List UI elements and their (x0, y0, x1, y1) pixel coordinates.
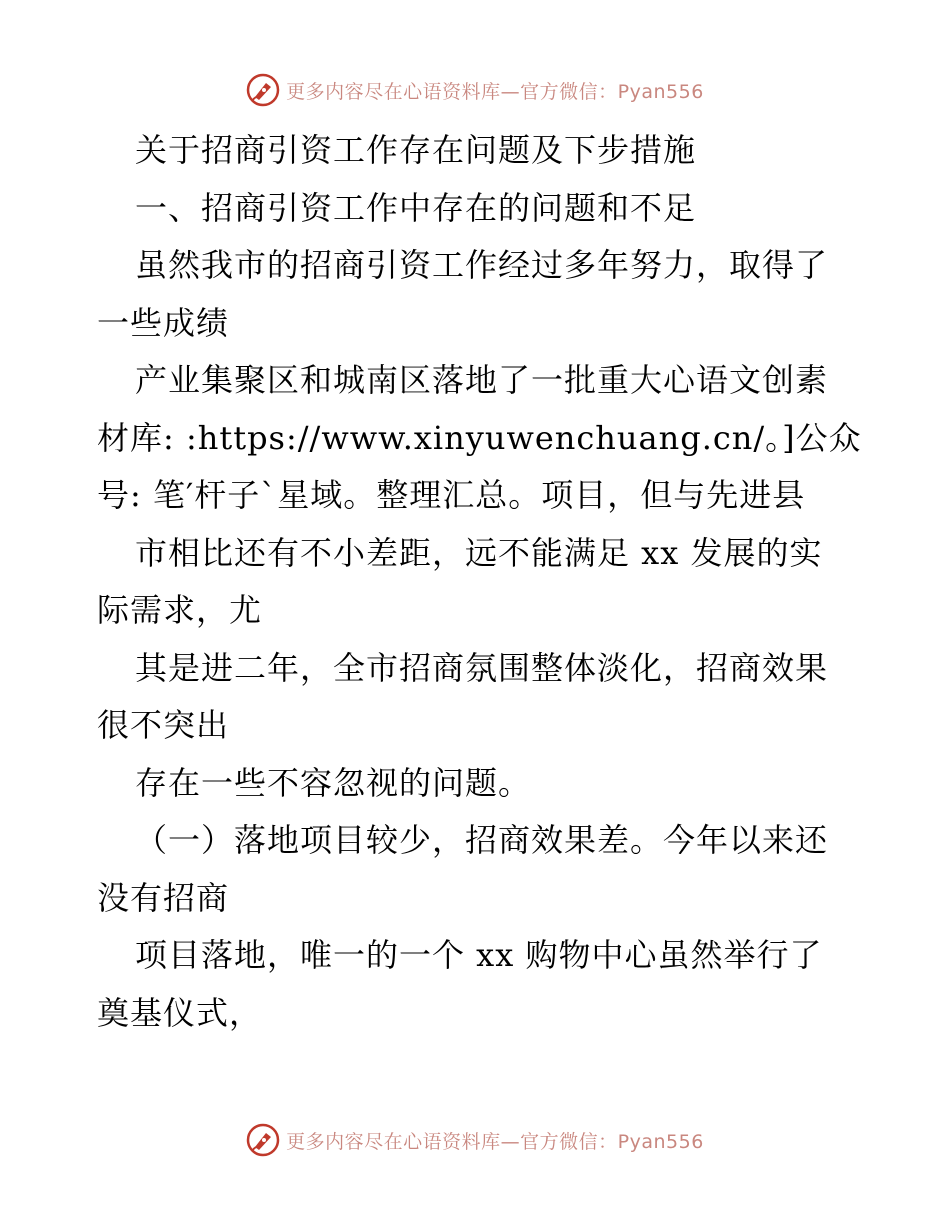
paragraph-line: 其是进二年，全市招商氛围整体淡化，招商效果 (135, 648, 829, 687)
paragraph-line: 奠基仪式， (97, 993, 263, 1032)
paragraph-line: 没有招商 (97, 878, 230, 917)
header-watermark-banner (0, 70, 950, 110)
paragraph-line: 产业集聚区和城南区落地了一批重大心语文创素 (135, 361, 829, 399)
footer-watermark-banner (0, 1120, 950, 1160)
paragraph-line: 存在一些不容忽视的问题。 (135, 763, 532, 802)
section-heading: 一、招商引资工作中存在的问题和不足 (135, 188, 697, 227)
paragraph-line: 市相比还有不小差距，远不能满足 xx 发展的实 (135, 533, 823, 572)
paragraph-line: 很不突出 (97, 706, 230, 744)
pen-nib-logo-icon (246, 1123, 280, 1157)
paragraph-line: 材库: :https://www.xinyuwenchuang.cn/。]公众 (97, 418, 862, 457)
subsection-heading: （一）落地项目较少，招商效果差。今年以来还 (135, 821, 829, 859)
paragraph-line: 一些成绩 (97, 303, 230, 342)
paragraph-line: 项目落地，唯一的一个 xx 购物中心虽然举行了 (135, 936, 823, 974)
document-body (97, 122, 862, 1042)
footer-banner-text: 更多内容尽在心语资料库—官方微信：Pyan556 (286, 1130, 704, 1153)
header-banner-text: 更多内容尽在心语资料库—官方微信：Pyan556 (286, 80, 704, 103)
paragraph-line: 虽然我市的招商引资工作经过多年努力，取得了 (135, 246, 829, 284)
paragraph-line: 际需求，尤 (97, 591, 263, 629)
paragraph-line: 号: 笔′杆子`星域。整理汇总。项目，但与先进县 (97, 476, 806, 514)
pen-nib-logo-icon (246, 73, 280, 107)
document-title: 关于招商引资工作存在问题及下步措施 (135, 131, 697, 169)
